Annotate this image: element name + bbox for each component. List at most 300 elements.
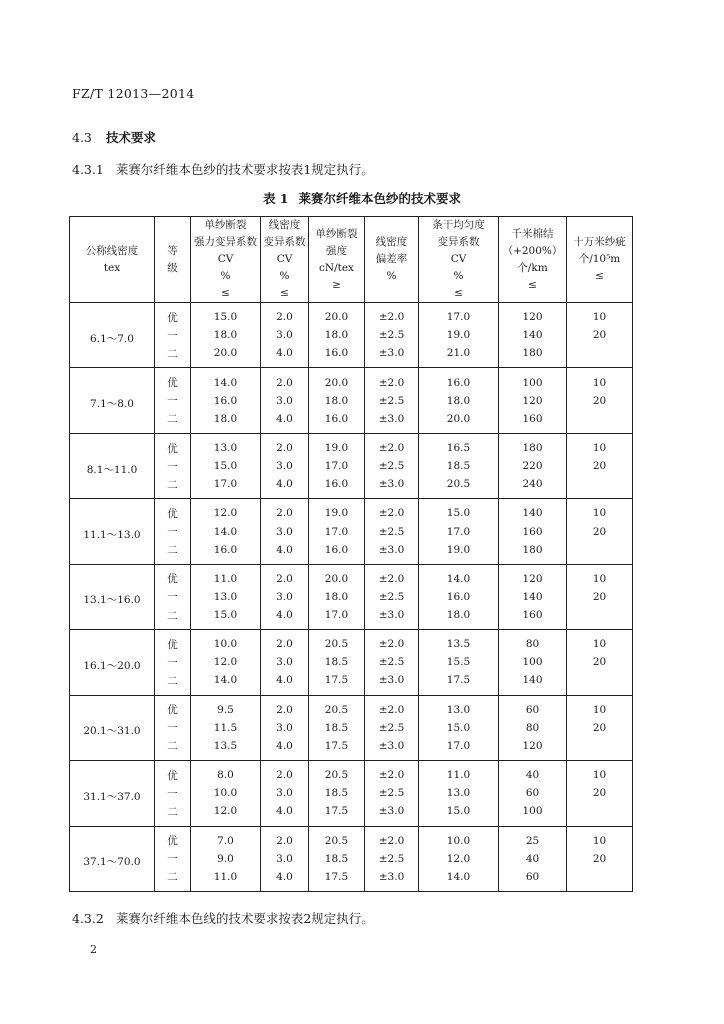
value-cell: 4.0 xyxy=(261,672,309,695)
value-cell: 18.5 xyxy=(309,849,365,869)
value-cell: 18.0 xyxy=(191,325,261,345)
value-cell: 20.5 xyxy=(309,826,365,849)
linear-density-range: 13.1～16.0 xyxy=(70,564,155,629)
value-cell: 10 xyxy=(567,368,633,391)
grade-cell: 二 xyxy=(155,411,191,434)
value-cell: 100 xyxy=(499,803,567,826)
table-row xyxy=(70,411,633,434)
table-row xyxy=(70,325,633,345)
value-cell: 13.5 xyxy=(419,630,499,653)
value-cell: 10 xyxy=(567,761,633,784)
value-cell xyxy=(567,541,633,564)
value-cell: 15.0 xyxy=(419,499,499,522)
value-cell: ±3.0 xyxy=(365,672,419,695)
table-row xyxy=(70,541,633,564)
value-cell: 13.0 xyxy=(191,587,261,607)
value-cell: 16.0 xyxy=(191,541,261,564)
value-cell: 4.0 xyxy=(261,738,309,761)
column-header-line: （+200%） xyxy=(502,244,563,257)
value-cell: 40 xyxy=(499,849,567,869)
value-cell: 2.0 xyxy=(261,630,309,653)
column-header-line: ≤ xyxy=(595,270,604,282)
column-header-line: % xyxy=(220,270,231,282)
value-cell: 120 xyxy=(499,303,567,326)
clause-number: 4.3.1 xyxy=(72,162,104,177)
value-cell: ±3.0 xyxy=(365,869,419,892)
value-cell: 11.5 xyxy=(191,718,261,738)
table-row xyxy=(70,587,633,607)
value-cell: 4.0 xyxy=(261,411,309,434)
value-cell: 3.0 xyxy=(261,456,309,476)
column-header xyxy=(365,217,419,303)
table-row xyxy=(70,738,633,761)
column-header xyxy=(499,217,567,303)
table-row xyxy=(70,630,633,653)
value-cell: 4.0 xyxy=(261,541,309,564)
table-row xyxy=(70,456,633,476)
value-cell: 12.0 xyxy=(191,499,261,522)
grade-cell: 优 xyxy=(155,564,191,587)
table-row xyxy=(70,522,633,542)
value-cell: ±3.0 xyxy=(365,345,419,368)
value-cell: ±2.5 xyxy=(365,391,419,411)
value-cell: 20 xyxy=(567,587,633,607)
section-number: 4.3 xyxy=(72,130,92,145)
column-header-line: 十万米纱疵 xyxy=(573,236,626,248)
value-cell: ±3.0 xyxy=(365,803,419,826)
value-cell: 18.5 xyxy=(309,783,365,803)
column-header-line: 个/km xyxy=(517,261,548,274)
value-cell: 180 xyxy=(499,541,567,564)
value-cell: 16.0 xyxy=(309,345,365,368)
column-header-line: CV xyxy=(217,253,234,265)
column-header-line: cN/tex xyxy=(319,261,354,274)
value-cell: 18.0 xyxy=(191,411,261,434)
value-cell: 19.0 xyxy=(419,541,499,564)
column-header-line: ≤ xyxy=(528,278,537,291)
value-cell: ±2.5 xyxy=(365,587,419,607)
value-cell: ±2.5 xyxy=(365,522,419,542)
value-cell: 120 xyxy=(499,391,567,411)
value-cell: ±2.0 xyxy=(365,630,419,653)
grade-cell: 优 xyxy=(155,499,191,522)
column-header xyxy=(309,217,365,303)
value-cell: 11.0 xyxy=(419,761,499,784)
value-cell: 180 xyxy=(499,345,567,368)
table-row xyxy=(70,564,633,587)
value-cell: 20 xyxy=(567,849,633,869)
value-cell: 180 xyxy=(499,433,567,456)
value-cell: 12.0 xyxy=(191,803,261,826)
grade-cell: 一 xyxy=(155,587,191,607)
value-cell: 12.0 xyxy=(191,653,261,673)
value-cell: 13.0 xyxy=(419,783,499,803)
value-cell: 19.0 xyxy=(309,433,365,456)
grade-cell: 二 xyxy=(155,607,191,630)
value-cell: ±3.0 xyxy=(365,607,419,630)
value-cell: 20.0 xyxy=(309,303,365,326)
value-cell: 17.0 xyxy=(309,607,365,630)
value-cell: 140 xyxy=(499,672,567,695)
value-cell: ±2.5 xyxy=(365,653,419,673)
value-cell: 10.0 xyxy=(191,630,261,653)
value-cell: ±2.0 xyxy=(365,433,419,456)
grade-cell: 优 xyxy=(155,695,191,718)
table-number: 表 1 xyxy=(262,191,289,206)
table-caption xyxy=(0,189,724,207)
value-cell: ±3.0 xyxy=(365,738,419,761)
grade-cell: 二 xyxy=(155,803,191,826)
column-header-line: 条干均匀度 xyxy=(432,219,485,231)
value-cell: 15.0 xyxy=(191,303,261,326)
value-cell: 17.5 xyxy=(309,738,365,761)
value-cell: 13.5 xyxy=(191,738,261,761)
value-cell: 17.5 xyxy=(309,672,365,695)
table-row xyxy=(70,826,633,849)
grade-cell: 一 xyxy=(155,391,191,411)
value-cell: 20.5 xyxy=(309,695,365,718)
table-row xyxy=(70,303,633,326)
value-cell: 21.0 xyxy=(419,345,499,368)
linear-density-range: 11.1～13.0 xyxy=(70,499,155,564)
column-header-line: ≤ xyxy=(221,287,230,299)
table-row xyxy=(70,803,633,826)
value-cell: 20.5 xyxy=(419,476,499,499)
clause-number: 4.3.2 xyxy=(72,911,104,926)
column-header-line: CV xyxy=(276,253,293,265)
column-header xyxy=(155,217,191,303)
value-cell xyxy=(567,869,633,892)
column-header-line: 偏差率 xyxy=(375,253,408,265)
value-cell: ±2.5 xyxy=(365,783,419,803)
value-cell: 10 xyxy=(567,826,633,849)
value-cell: 40 xyxy=(499,761,567,784)
column-header-line: 强力变异系数 xyxy=(194,236,257,248)
value-cell: 160 xyxy=(499,411,567,434)
standard-code: FZ/T 12013—2014 xyxy=(72,86,195,101)
column-header xyxy=(70,217,155,303)
value-cell xyxy=(567,476,633,499)
value-cell: 10 xyxy=(567,630,633,653)
value-cell: 17.0 xyxy=(419,738,499,761)
value-cell: 3.0 xyxy=(261,849,309,869)
value-cell: 9.0 xyxy=(191,849,261,869)
value-cell: 20 xyxy=(567,783,633,803)
value-cell: 15.0 xyxy=(419,803,499,826)
table-row xyxy=(70,368,633,391)
value-cell: 7.0 xyxy=(191,826,261,849)
column-header-line: 单纱断裂 xyxy=(315,227,358,240)
value-cell: ±2.5 xyxy=(365,456,419,476)
value-cell: 10 xyxy=(567,303,633,326)
grade-cell: 优 xyxy=(155,368,191,391)
value-cell: 16.5 xyxy=(419,433,499,456)
linear-density-range: 6.1～7.0 xyxy=(70,303,155,368)
table-row xyxy=(70,653,633,673)
column-header-line: 线密度 xyxy=(375,236,408,248)
value-cell: 140 xyxy=(499,499,567,522)
value-cell: 4.0 xyxy=(261,803,309,826)
value-cell: 14.0 xyxy=(191,522,261,542)
value-cell: 17.0 xyxy=(419,303,499,326)
value-cell: 220 xyxy=(499,456,567,476)
table-row xyxy=(70,869,633,892)
clause-text: 莱赛尔纤维本色线的技术要求按表2规定执行。 xyxy=(115,911,374,926)
value-cell: 80 xyxy=(499,718,567,738)
grade-cell: 优 xyxy=(155,630,191,653)
value-cell: 17.0 xyxy=(309,456,365,476)
page-number: 2 xyxy=(90,943,97,956)
grade-cell: 一 xyxy=(155,522,191,542)
linear-density-range: 37.1～70.0 xyxy=(70,826,155,892)
value-cell: 13.0 xyxy=(191,433,261,456)
value-cell: 20.5 xyxy=(309,630,365,653)
grade-cell: 优 xyxy=(155,303,191,326)
column-header-line: % xyxy=(386,270,397,282)
table-row xyxy=(70,718,633,738)
value-cell: 2.0 xyxy=(261,695,309,718)
value-cell: 160 xyxy=(499,607,567,630)
grade-cell: 一 xyxy=(155,718,191,738)
value-cell: ±2.5 xyxy=(365,325,419,345)
spec-table xyxy=(69,216,633,892)
value-cell: 140 xyxy=(499,587,567,607)
table-body xyxy=(70,303,633,892)
grade-cell: 二 xyxy=(155,345,191,368)
value-cell: 16.0 xyxy=(309,541,365,564)
value-cell: 2.0 xyxy=(261,303,309,326)
value-cell: 120 xyxy=(499,564,567,587)
value-cell: 2.0 xyxy=(261,433,309,456)
section-title: 技术要求 xyxy=(105,130,156,145)
value-cell: 4.0 xyxy=(261,869,309,892)
column-header-line: 公称线密度 xyxy=(85,244,139,257)
value-cell: 20.0 xyxy=(309,368,365,391)
table-row xyxy=(70,761,633,784)
value-cell: 10.0 xyxy=(191,783,261,803)
value-cell: 17.0 xyxy=(419,522,499,542)
value-cell: 18.0 xyxy=(309,325,365,345)
column-header xyxy=(419,217,499,303)
value-cell: 20.5 xyxy=(309,761,365,784)
value-cell: 3.0 xyxy=(261,783,309,803)
grade-cell: 优 xyxy=(155,433,191,456)
grade-cell: 二 xyxy=(155,672,191,695)
column-header-line: 变异系数 xyxy=(263,236,306,248)
column-header-line: 变异系数 xyxy=(437,236,480,248)
value-cell: ±2.0 xyxy=(365,695,419,718)
value-cell: 20.0 xyxy=(309,564,365,587)
value-cell: 60 xyxy=(499,869,567,892)
column-header-line: 单纱断裂 xyxy=(204,219,247,231)
value-cell: 4.0 xyxy=(261,476,309,499)
value-cell xyxy=(567,738,633,761)
value-cell: 16.0 xyxy=(191,391,261,411)
table-row xyxy=(70,345,633,368)
grade-cell: 一 xyxy=(155,456,191,476)
value-cell: 12.0 xyxy=(419,849,499,869)
value-cell: ±2.0 xyxy=(365,303,419,326)
value-cell: ±3.0 xyxy=(365,411,419,434)
table-row xyxy=(70,695,633,718)
value-cell: 14.0 xyxy=(191,368,261,391)
value-cell: 10.0 xyxy=(419,826,499,849)
value-cell: 140 xyxy=(499,325,567,345)
grade-cell: 一 xyxy=(155,849,191,869)
column-header-line: ≥ xyxy=(332,278,341,291)
value-cell: 17.5 xyxy=(309,869,365,892)
value-cell: 80 xyxy=(499,630,567,653)
column-header xyxy=(191,217,261,303)
value-cell: ±2.0 xyxy=(365,368,419,391)
table-row xyxy=(70,391,633,411)
value-cell: 2.0 xyxy=(261,564,309,587)
linear-density-range: 16.1～20.0 xyxy=(70,630,155,695)
value-cell: 4.0 xyxy=(261,345,309,368)
value-cell: 18.5 xyxy=(419,456,499,476)
value-cell: 15.0 xyxy=(191,456,261,476)
value-cell: 16.0 xyxy=(309,411,365,434)
table-row xyxy=(70,672,633,695)
grade-cell: 一 xyxy=(155,325,191,345)
section-heading xyxy=(72,128,156,146)
value-cell: 18.5 xyxy=(309,653,365,673)
value-cell: 14.0 xyxy=(419,869,499,892)
column-header-line: % xyxy=(453,270,464,282)
value-cell xyxy=(567,345,633,368)
value-cell: 20 xyxy=(567,391,633,411)
value-cell: 8.0 xyxy=(191,761,261,784)
value-cell: ±3.0 xyxy=(365,476,419,499)
column-header xyxy=(261,217,309,303)
column-header-line: 千米棉结 xyxy=(511,227,554,240)
table-header-row xyxy=(70,217,633,303)
grade-cell: 二 xyxy=(155,541,191,564)
linear-density-range: 20.1～31.0 xyxy=(70,695,155,760)
value-cell: 2.0 xyxy=(261,499,309,522)
grade-cell: 一 xyxy=(155,653,191,673)
value-cell: 18.0 xyxy=(419,607,499,630)
linear-density-range: 7.1～8.0 xyxy=(70,368,155,433)
column-header xyxy=(567,217,633,303)
value-cell: 11.0 xyxy=(191,564,261,587)
value-cell: 16.0 xyxy=(419,368,499,391)
column-header-line: ≤ xyxy=(454,287,463,299)
value-cell: 3.0 xyxy=(261,587,309,607)
value-cell: 18.0 xyxy=(309,391,365,411)
column-header-line: 线密度 xyxy=(268,219,301,231)
table-row xyxy=(70,607,633,630)
value-cell: ±2.0 xyxy=(365,499,419,522)
value-cell: ±2.0 xyxy=(365,826,419,849)
table-title: 莱赛尔纤维本色纱的技术要求 xyxy=(298,191,462,206)
value-cell: 120 xyxy=(499,738,567,761)
table-row xyxy=(70,499,633,522)
grade-cell: 优 xyxy=(155,826,191,849)
value-cell: 15.0 xyxy=(191,607,261,630)
value-cell: 18.5 xyxy=(309,718,365,738)
grade-cell: 优 xyxy=(155,761,191,784)
value-cell: 20 xyxy=(567,325,633,345)
value-cell: 19.0 xyxy=(419,325,499,345)
value-cell: 60 xyxy=(499,783,567,803)
column-header-line: % xyxy=(279,270,290,282)
column-header-line: ≤ xyxy=(280,287,289,299)
value-cell: 20.0 xyxy=(191,345,261,368)
value-cell: ±3.0 xyxy=(365,541,419,564)
value-cell: 3.0 xyxy=(261,718,309,738)
column-header-line: 级 xyxy=(167,261,178,274)
value-cell: ±2.0 xyxy=(365,761,419,784)
value-cell xyxy=(567,672,633,695)
linear-density-range: 8.1～11.0 xyxy=(70,433,155,498)
value-cell: 3.0 xyxy=(261,522,309,542)
value-cell: 20 xyxy=(567,653,633,673)
table-row xyxy=(70,476,633,499)
value-cell: 160 xyxy=(499,522,567,542)
grade-cell: 二 xyxy=(155,476,191,499)
value-cell: 2.0 xyxy=(261,826,309,849)
value-cell: 16.0 xyxy=(419,587,499,607)
column-header-line: 等 xyxy=(167,244,178,257)
column-header-line: 强度 xyxy=(326,244,347,257)
value-cell xyxy=(567,411,633,434)
value-cell: 25 xyxy=(499,826,567,849)
value-cell: 240 xyxy=(499,476,567,499)
table-row xyxy=(70,849,633,869)
value-cell: 13.0 xyxy=(419,695,499,718)
table-row xyxy=(70,783,633,803)
value-cell: 10 xyxy=(567,499,633,522)
value-cell: 16.0 xyxy=(309,476,365,499)
clause-4-3-1 xyxy=(72,160,374,178)
value-cell: 17.0 xyxy=(191,476,261,499)
value-cell: 9.5 xyxy=(191,695,261,718)
value-cell: ±2.5 xyxy=(365,718,419,738)
value-cell xyxy=(567,803,633,826)
grade-cell: 一 xyxy=(155,783,191,803)
value-cell: 19.0 xyxy=(309,499,365,522)
value-cell: 17.0 xyxy=(309,522,365,542)
value-cell: 4.0 xyxy=(261,607,309,630)
table-row xyxy=(70,433,633,456)
value-cell: ±2.0 xyxy=(365,564,419,587)
value-cell: 10 xyxy=(567,433,633,456)
value-cell: 3.0 xyxy=(261,325,309,345)
value-cell: 20 xyxy=(567,718,633,738)
value-cell: 2.0 xyxy=(261,368,309,391)
clause-text: 莱赛尔纤维本色纱的技术要求按表1规定执行。 xyxy=(115,162,374,177)
column-header-line: CV xyxy=(450,253,467,265)
value-cell: 18.0 xyxy=(419,391,499,411)
column-header-line: 个/10⁵m xyxy=(578,253,621,265)
value-cell: 60 xyxy=(499,695,567,718)
value-cell xyxy=(567,607,633,630)
value-cell: 100 xyxy=(499,368,567,391)
grade-cell: 二 xyxy=(155,738,191,761)
value-cell: 14.0 xyxy=(191,672,261,695)
value-cell: 2.0 xyxy=(261,761,309,784)
value-cell: ±2.5 xyxy=(365,849,419,869)
value-cell: 3.0 xyxy=(261,653,309,673)
value-cell: 20 xyxy=(567,456,633,476)
grade-cell: 二 xyxy=(155,869,191,892)
column-header-line: tex xyxy=(103,261,121,274)
value-cell: 14.0 xyxy=(419,564,499,587)
value-cell: 15.0 xyxy=(419,718,499,738)
value-cell: 18.0 xyxy=(309,587,365,607)
value-cell: 17.5 xyxy=(309,803,365,826)
